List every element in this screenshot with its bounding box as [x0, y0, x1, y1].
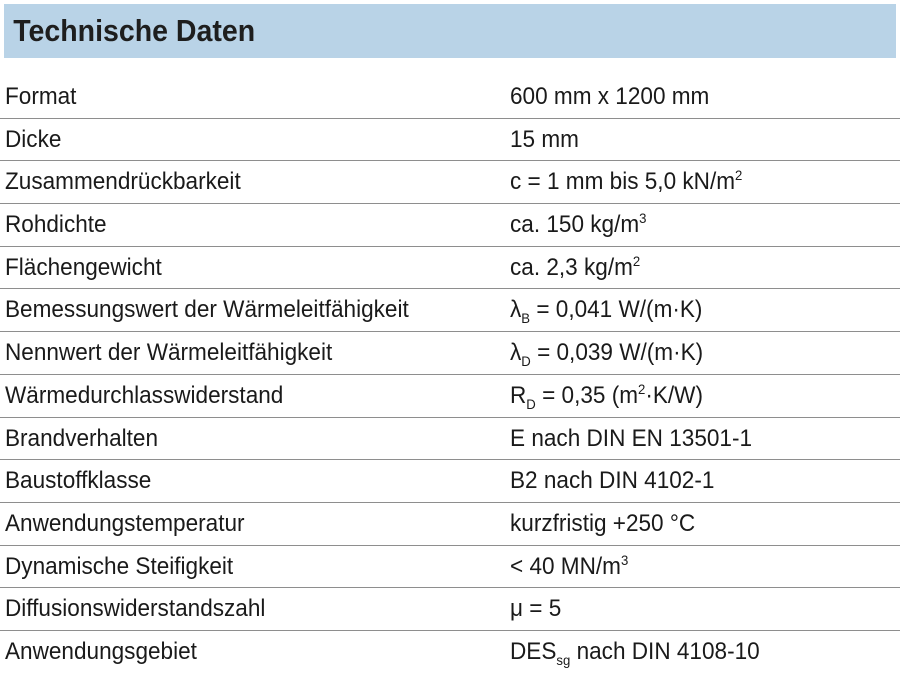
- title-bar: [4, 4, 896, 58]
- row-value: [510, 332, 703, 374]
- table-row: [0, 119, 900, 162]
- table-row: [0, 289, 900, 332]
- row-label: Bemessungswert der Wärmeleitfähigkeit: [5, 296, 409, 324]
- table-row: [0, 204, 900, 247]
- value-superscript: 3: [620, 551, 629, 568]
- row-label: Nennwert der Wärmeleitfähigkeit: [5, 339, 333, 367]
- row-value: E nach DIN EN 13501-1: [510, 424, 753, 452]
- value-text: ·K/W): [645, 381, 703, 409]
- value-text: R: [510, 381, 527, 409]
- value-subscript: B: [521, 310, 531, 327]
- table-row: [0, 631, 900, 674]
- row-label: Rohdichte: [5, 211, 107, 239]
- row-label: Anwendungstemperatur: [5, 509, 245, 537]
- value-subscript: sg: [556, 651, 571, 668]
- value-subscript: D: [526, 395, 536, 412]
- row-label: Format: [5, 83, 77, 110]
- page-title: Technische Daten: [13, 13, 256, 48]
- row-value: [510, 247, 640, 289]
- value-text: λ: [510, 296, 522, 324]
- row-value: 15 mm: [510, 125, 579, 153]
- row-label: Diffusionswiderstandszahl: [5, 595, 266, 623]
- row-label: Flächengewicht: [5, 253, 162, 281]
- value-superscript: 2: [638, 380, 646, 397]
- value-text: = 0,35 (m: [535, 381, 639, 409]
- row-label: Dynamische Steifigkeit: [5, 552, 234, 580]
- value-text: = 0,041 W/(m·K): [530, 296, 703, 324]
- table-row: [0, 418, 900, 461]
- row-value: [510, 375, 703, 417]
- table-row: [0, 76, 900, 119]
- row-label: Anwendungsgebiet: [5, 637, 197, 665]
- table-row: [0, 161, 900, 204]
- value-superscript: 3: [639, 210, 647, 227]
- value-text: c = 1 mm bis 5,0 kN/m: [510, 168, 736, 196]
- table-row: [0, 375, 900, 418]
- value-superscript: 2: [735, 167, 743, 184]
- table-row: [0, 460, 900, 503]
- row-label: Zusammendrückbarkeit: [5, 168, 241, 196]
- value-text: = 0,039 W/(m·K): [530, 339, 704, 367]
- row-value: μ = 5: [510, 595, 562, 623]
- table-row: [0, 546, 900, 589]
- value-text: λ: [510, 339, 522, 367]
- value-text: ca. 150 kg/m: [510, 211, 640, 239]
- value-subscript: D: [521, 352, 531, 369]
- row-value: [510, 161, 742, 203]
- row-value: [510, 546, 628, 588]
- value-text: < 40 MN/m: [510, 552, 621, 580]
- row-value: [510, 289, 702, 331]
- row-label: Brandverhalten: [5, 424, 159, 452]
- row-value: [510, 204, 646, 246]
- row-label: Dicke: [5, 125, 62, 153]
- row-label: Wärmedurchlasswiderstand: [5, 381, 284, 409]
- row-label: Baustoffklasse: [5, 467, 152, 495]
- value-text: ca. 2,3 kg/m: [510, 253, 633, 281]
- row-value: B2 nach DIN 4102-1: [510, 467, 715, 495]
- table-row: [0, 247, 900, 290]
- technical-data-table: [0, 76, 900, 674]
- table-row: [0, 503, 900, 546]
- table-row: [0, 332, 900, 375]
- row-value: [510, 631, 760, 673]
- table-row: [0, 588, 900, 631]
- row-value: kurzfristig +250 °C: [510, 509, 696, 537]
- value-text: DES: [510, 637, 557, 665]
- row-value: 600 mm x 1200 mm: [510, 83, 710, 110]
- value-text: nach DIN 4108-10: [570, 637, 760, 665]
- value-superscript: 2: [632, 252, 641, 269]
